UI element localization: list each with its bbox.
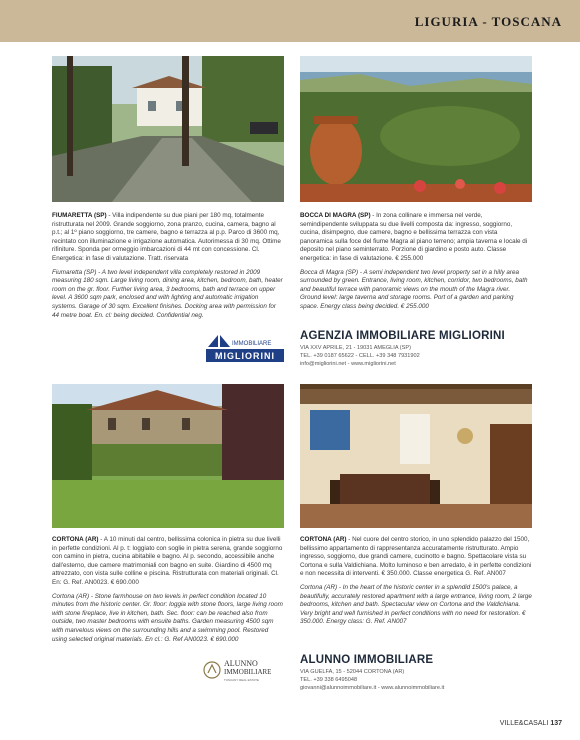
agency-web[interactable]: info@migliorini.net - www.migliorini.net (300, 361, 396, 367)
alunno-logo-tag-text: TUSCANY REAL ESTATE (224, 678, 259, 682)
listing-cortona-farmhouse (52, 536, 284, 644)
agency-address: VIA GUELFA, 15 - 52044 CORTONA (AR) (300, 669, 405, 675)
photo-fiumaretta-villa (52, 56, 284, 202)
listing-desc-en: Bocca di Magra (SP) - A semi independent two level property set in a hilly area surrounded by green. Entrance, living room, kitchen, corridor, two bedrooms, bath and beautiful terrace with panoramic views on the mouth of the Magra river. Ground level: large taverna and storage rooms. Port of a garden and parking space. Energy class being decided. € 255.000 (300, 268, 528, 310)
listing-desc-en: Cortona (AR) - Stone farmhouse on two levels in perfect condition located 10 minutes from the historic center. Gr. floor: loggia with stone floors, large living room with stone fireplace, live in kitchen, bath. Sec. floor: can be reached also from outside, two master bedrooms with ensuite baths. Garden measuring 4500 sqm with marvelous views on the surrounding hills and a swimming pool. Restored using selected original materials. En cl.: G. Ref AN0023. € 690.000 (52, 592, 283, 643)
migliorini-logo (206, 333, 284, 363)
page-number: 137 (550, 720, 562, 727)
listing-desc-it: - In zona collinare e immersa nel verde, semindipendente sviluppata su due livelli composta da: ingresso, soggiorno, cucina, disimpegno, due camere, bagno e bellissima terrazza con vista panoramica sulla foce del fiume Magra al piano terreno; ampia taverna e locale di deposito nel piano seminterrato. Porzione di giardino e posto auto. Classe energetica: in fase di valutazione. € 255.000 (300, 212, 528, 262)
agency-name: AGENZIA IMMOBILIARE MIGLIORINI (300, 330, 505, 342)
listing-title: CORTONA (AR) (52, 536, 99, 543)
agency-alunno (300, 654, 540, 692)
page-footer (500, 720, 562, 727)
listing-cortona-apartment (300, 536, 532, 627)
agency-phone: TEL. +39 0187 65622 - CELL. +39 348 7931902 (300, 353, 420, 359)
alunno-logo-sub-text: IMMOBILIARE (224, 668, 272, 676)
agency-migliorini (300, 330, 540, 368)
listing-desc-it: - Nel cuore del centro storico, in uno splendido palazzo del 1500, bellissimo appartamento di rappresentanza accuratamente ristrutturato. Ampio ingresso, soggiorno, due grandi camere, cucinotto e bagno. Spettacolare vista su Cortona e sulla Valdichiana. Molto luminoso e ben arredato, è in perfette condizioni e non necessita di interventi. € 350.000. Classe energetica G. Ref. AN007 (300, 536, 532, 578)
listing-title: CORTONA (AR) (300, 536, 347, 543)
listing-desc-en: Cortona (AR) - In the heart of the historic center in a splendid 1500's palace, a beautifully, accurately restored apartment with a large entrance, living room, 2 large bedrooms, kitchen and bath. Spectacular view on Cortona and the Valdichiana. Very bright and well furnished in perfect conditions with no need for restoration. € 350.000. Energy class: G. Ref. AN007 (300, 583, 532, 626)
magazine-name: VILLE&CASALI (499, 720, 549, 727)
listing-bocca-di-magra (300, 212, 532, 312)
photo-bocca-di-magra (300, 56, 532, 202)
migliorini-logo-top-text: IMMOBILIARE (232, 341, 272, 347)
agency-name: ALUNNO IMMOBILIARE (300, 654, 434, 666)
agency-phone: TEL. +39 338 6495048 (300, 677, 358, 683)
agency-web[interactable]: giovanni@alunnoimmobiliare.it - www.alunnoimmobiliare.it (300, 685, 445, 691)
listing-desc-en: Fiumaretta (SP) - A two level independent villa completely restored in 2009 measuring 180 sqm. Large living room, dining area, kitchen, bedroom, bath, heater room on the gr. floor. Further living area, 3 bedrooms, bath and terrace on upper level. A 3600 sqm park, enclosed and with lighting and automatic irrigation systems. Garage of 30 sqm. Excellent finishes. Docking area with permission for 44 metre boat. En. cl: being decided. Confidential neg. (52, 268, 283, 319)
agency-address: VIA XXV APRILE, 21 - 19031 AMEGLIA (SP) (300, 345, 411, 351)
alunno-logo (202, 656, 284, 686)
migliorini-logo-main-text: MIGLIORINI (215, 351, 275, 361)
listing-desc-it: - A 10 minuti dal centro, bellissima colonica in pietra su due livelli in perfette condizioni. Al p. t: loggiato con soglie in pietra serena, grande soggiorno con camino in pietra, cucina abitabile e bagno. Al p. secondo, accessibile anche dall'esterno, due camere matrimoniali con bagno en suite. Giardino di 4500 mq attrezzato, con vista sulle colline e piscina. Ristrutturata con materiali originali. Cl. En: G. Ref. AN0023. € 690.000 (52, 536, 283, 586)
listing-title: FIUMARETTA (SP) (52, 212, 107, 219)
listing-title: BOCCA DI MAGRA (SP) (300, 212, 371, 219)
listing-fiumaretta (52, 212, 284, 320)
listing-desc-it: - Villa indipendente su due piani per 180 mq, totalmente ristrutturata nel 2009. Grande soggiorno, zona pranzo, cucina, camera, bagno al p.t.; al 1º piano soggiorno, tre camere, bagno e terrazza al p.p. Parco di 3600 mq, recintato con illuminazione e irrigazione automatica. Autorimessa di 30 mq. Ottime rifiniture. Sponda per ormeggio imbarcazioni di 44 mt con concessione. Cl. Energetica: in fase di valutazione. Tratt. riservata (52, 212, 281, 262)
photo-cortona-farmhouse (52, 384, 284, 528)
photo-cortona-apartment (300, 384, 532, 528)
alunno-logo-main-text: ALUNNO (224, 659, 258, 668)
region-title: LIGURIA - TOSCANA (414, 14, 562, 29)
